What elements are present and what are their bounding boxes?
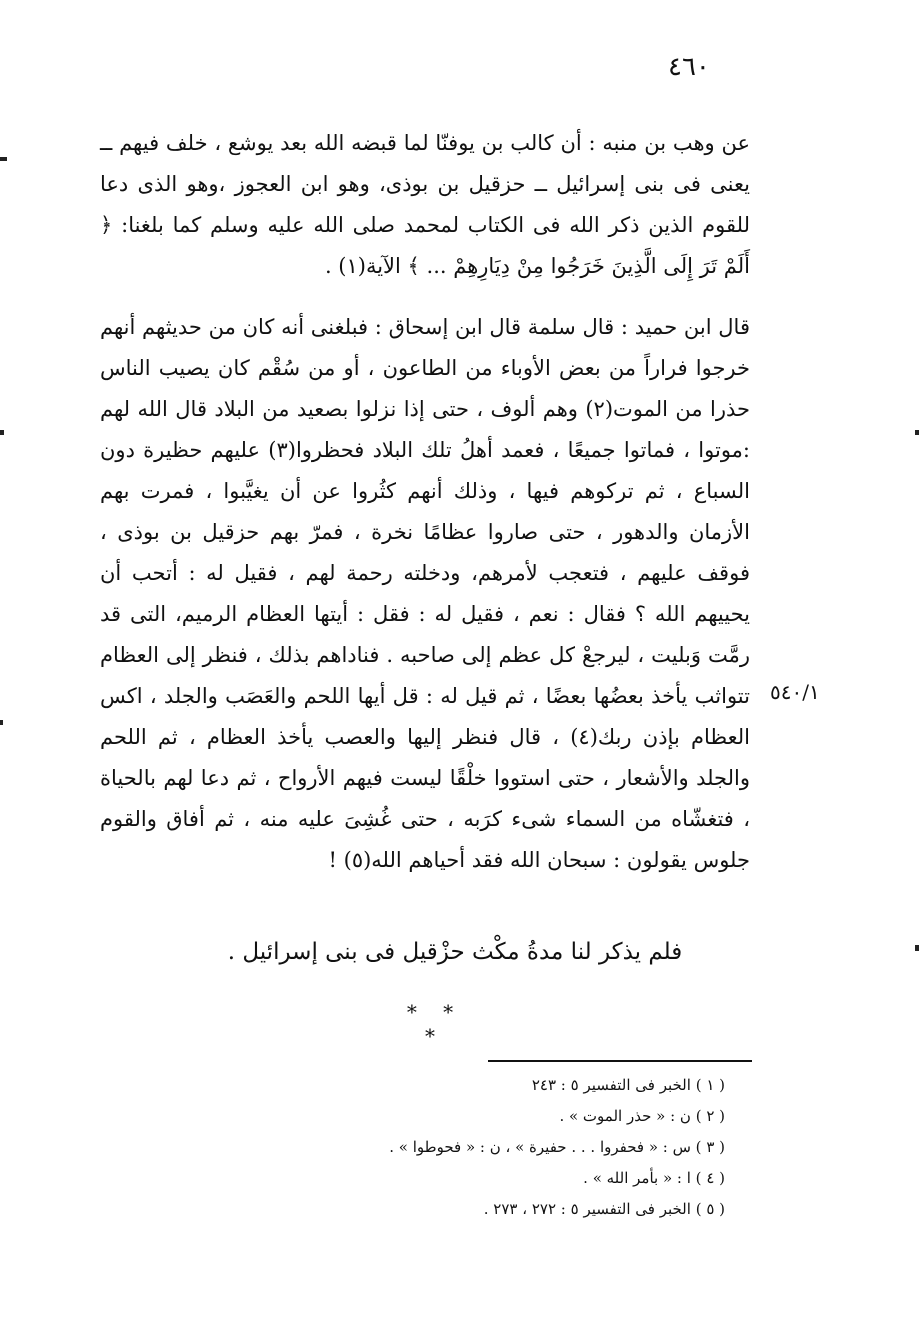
scan-edge-mark (0, 720, 3, 725)
footnote-item: ( ٣ ) س : « فحفروا . . . حفيرة » ، ن : « فحوطوا » . (389, 1138, 725, 1156)
footnotes-list (260, 1070, 725, 1225)
footnote-item: ( ١ ) الخبر فى التفسير ٥ : ٢٤٣ (531, 1076, 725, 1094)
footnote-item: ( ٢ ) ن : « حذر الموت » . (559, 1107, 725, 1125)
paragraph-ibn-ishaq-narration: قال ابن حميد : قال سلمة قال ابن إسحاق : فبلغنى أنه كان من حديثهم أنهم خرجوا فراراً من بعض الأوباء من الطاعون ، أو من سُقْم كان يصيب الناس حذرا من الموت(٢) وهم ألوف ، حتى إذا نزلوا بصعيد من البلاد قال الله لهم :موتوا ، فماتوا جميعًا ، فعمد أهلُ تلك البلاد فحظروا(٣) عليهم حظيرة دون السباع ، ثم تركوهم فيها ، وذلك أنهم كثُروا عن أن يغيَّبوا ، فمرت بهم الأزمان والدهور ، حتى صاروا عظامًا نخرة ، فمرّ بهم حزقيل بن بوذى ، فوقف عليهم ، فتعجب لأمرهم، ودخلته رحمة لهم ، فقيل له : أتحب أن يحييهم الله ؟ فقال : نعم ، فقيل له : فقل : أيتها العظام الرميم، التى قد رمَّت وَبليت ، ليرجعْ كل عظم إلى صاحبه . فناداهم بذلك ، فنظر إلى العظام تتواثب يأخذ بعضُها بعضًا ، ثم قيل له : قل أيها اللحم والعَصَب والجلد ، اكس العظام بإذن ربك(٤) ، قال فنظر إليها والعصب يأخذ العظام ، ثم اللحم والجلد والأشعار ، حتى استووا خلْقًا ليست فيهم الأرواح ، ثم دعا لهم بالحياة ، فتغشّاه من السماء شىء كرَبه ، حتى غُشِىَ عليه منه ، ثم أفاق والقوم جلوس يقولون : سبحان الله فقد أحياهم الله(٥) ! (100, 315, 750, 872)
page-number: ٤٦٠ (668, 52, 710, 82)
footnote-item: ( ٤ ) ا : « بأمر الله » . (583, 1169, 725, 1187)
scan-edge-mark (915, 430, 919, 435)
paragraph-wahb-narration: عن وهب بن منبه : أن كالب بن يوفنّا لما قبضه الله بعد يوشع ، خلف فيهم ــ يعنى فى بنى إسرائيل ــ حزقيل بن بوذى، وهو ابن العجوز ،وهو الذى دعا للقوم الذين ذكر الله فى الكتاب لمحمد صلى الله عليه وسلم كما بلغنا: ﴿ أَلَمْ تَرَ إِلَى الَّذِينَ خَرَجُوا مِنْ دِيَارِهِمْ ... ﴾ الآية(١) . (100, 131, 750, 278)
margin-page-reference: ٥٤٠/١ (770, 680, 820, 704)
footnote-item: ( ٥ ) الخبر فى التفسير ٥ : ٢٧٢ ، ٢٧٣ . (483, 1200, 725, 1218)
scan-edge-mark (0, 430, 4, 435)
footnote-divider (488, 1060, 752, 1062)
scan-edge-mark (0, 157, 7, 161)
scan-edge-mark (915, 945, 919, 951)
section-separator: * * * (406, 1000, 464, 1048)
closing-line: فلم يذكر لنا مدةُ مكْث حزْقيل فى بنى إسرائيل . (227, 939, 683, 965)
